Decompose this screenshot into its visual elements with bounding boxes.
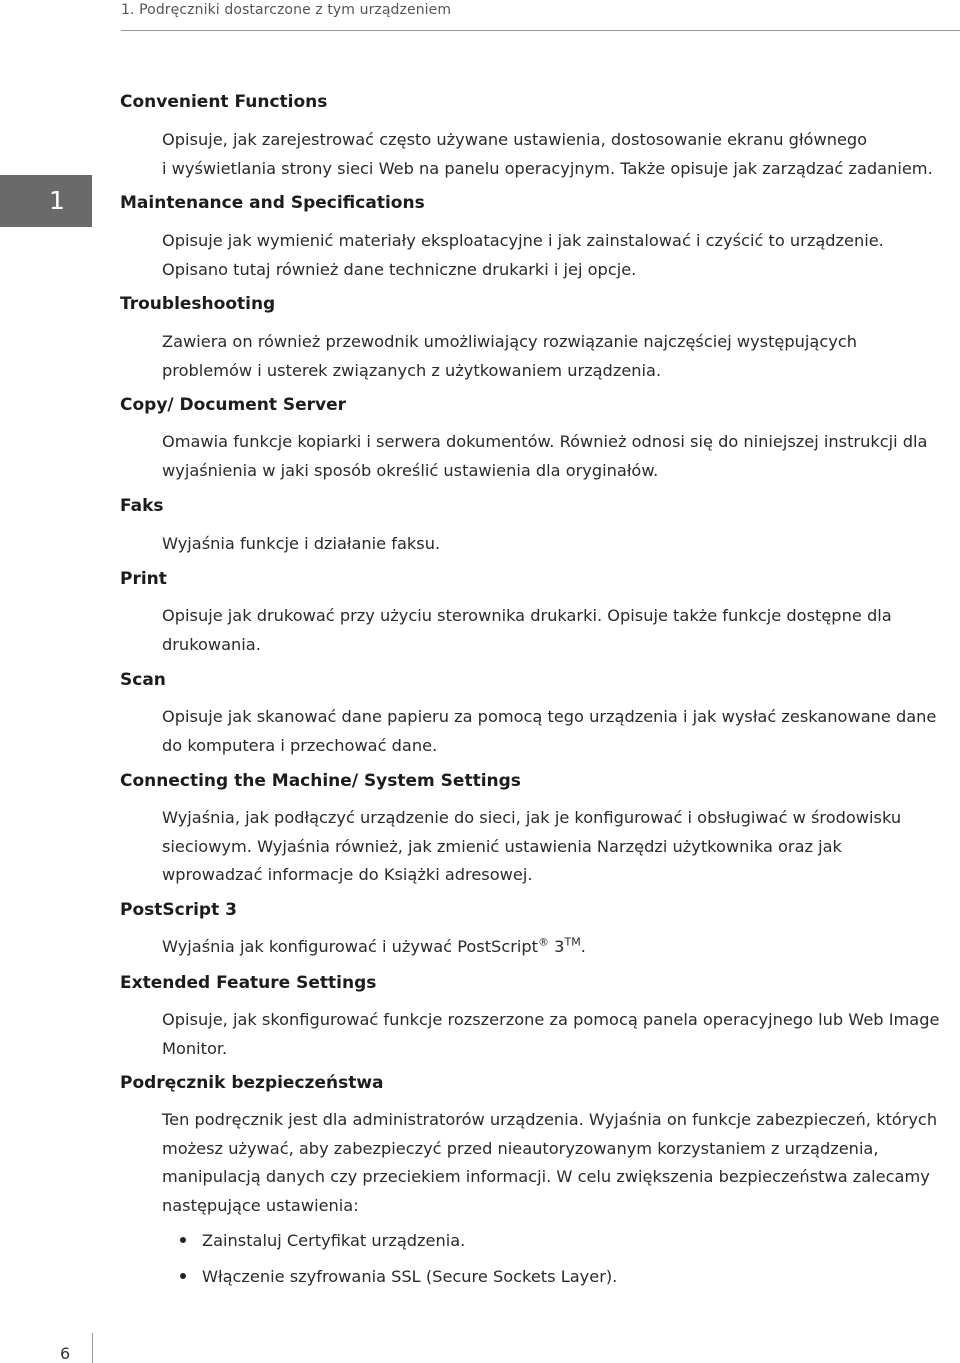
- section-heading-extended-feature: Extended Feature Settings: [120, 973, 377, 993]
- postscript-suffix: .: [580, 937, 586, 956]
- desc-line: Zawiera on również przewodnik umożliwiający rozwiązanie najczęściej występujących: [162, 332, 857, 351]
- bullet-item: [180, 1230, 465, 1252]
- desc-line: Opisano tutaj również dane techniczne drukarki i jej opcje.: [162, 259, 637, 279]
- desc-line: Opisuje jak skanować dane papieru za pomocą tego urządzenia i jak wysłać zeskanowane dane: [162, 707, 937, 726]
- desc-line: problemów i usterek związanych z użytkowaniem urządzenia.: [162, 360, 662, 380]
- section-heading-faks: Faks: [120, 496, 164, 516]
- trademark-mark: TM: [564, 935, 581, 949]
- desc-line: Opisuje, jak skonfigurować funkcje rozszerzone za pomocą panela operacyjnego lub Web Image: [162, 1010, 940, 1029]
- desc-line: manipulacją danych czy przeciekiem informacji. W celu zwiększenia bezpieczeństwa zalecamy: [162, 1167, 930, 1186]
- section-desc-copy-document-server: [162, 428, 960, 485]
- section-heading-copy-document-server: Copy/ Document Server: [120, 395, 347, 415]
- chapter-number: 1: [49, 186, 65, 215]
- section-heading-connecting-machine: Connecting the Machine/ System Settings: [120, 771, 521, 791]
- desc-line: Ten podręcznik jest dla administratorów urządzenia. Wyjaśnia on funkcje zabezpieczeń, których: [162, 1110, 938, 1129]
- desc-line: następujące ustawienia:: [162, 1195, 359, 1215]
- section-desc-security-guide: [162, 1106, 960, 1220]
- bullet-text: Włączenie szyfrowania SSL (Secure Sockets Layer).: [202, 1267, 618, 1286]
- section-heading-security-guide: Podręcznik bezpieczeństwa: [120, 1073, 384, 1093]
- postscript-version: 3: [549, 937, 565, 956]
- desc-line: Opisuje jak drukować przy użyciu sterownika drukarki. Opisuje także funkcje dostępne dla: [162, 606, 892, 625]
- section-desc-extended-feature: [162, 1006, 960, 1063]
- bullet-text: Zainstaluj Certyfikat urządzenia.: [202, 1231, 466, 1250]
- section-desc-maintenance: [162, 227, 960, 284]
- section-desc-postscript: [162, 933, 960, 962]
- desc-line: do komputera i przechować dane.: [162, 735, 438, 755]
- desc-line: Opisuje, jak zarejestrować często używane ustawienia, dostosowanie ekranu głównego: [162, 130, 868, 149]
- section-heading-troubleshooting: Troubleshooting: [120, 294, 276, 314]
- bullet-item: [180, 1266, 617, 1288]
- section-desc-convenient-functions: [162, 126, 960, 183]
- section-desc-scan: [162, 703, 960, 760]
- section-desc-faks: [162, 530, 960, 559]
- desc-line: wyjaśnienia w jaki sposób określić ustawienia dla oryginałów.: [162, 460, 659, 480]
- bullet-icon: [180, 1237, 186, 1243]
- desc-line: Wyjaśnia, jak podłączyć urządzenie do sieci, jak je konfigurować i obsługiwać w środowisku: [162, 808, 902, 827]
- section-heading-scan: Scan: [120, 670, 166, 690]
- desc-line: drukowania.: [162, 634, 261, 654]
- footer-rule: [92, 1333, 93, 1363]
- section-desc-troubleshooting: [162, 328, 960, 385]
- desc-line: Opisuje jak wymienić materiały eksploatacyjne i jak zainstalować i czyścić to urządzenie.: [162, 231, 884, 250]
- section-heading-postscript: PostScript 3: [120, 900, 237, 920]
- section-heading-maintenance: Maintenance and Specifications: [120, 193, 425, 213]
- desc-line: [162, 933, 960, 962]
- postscript-text: Wyjaśnia jak konfigurować i używać PostScript: [162, 937, 539, 956]
- desc-line: wprowadzać informacje do Książki adresowej.: [162, 865, 533, 884]
- desc-line: Monitor.: [162, 1038, 228, 1058]
- page-number: 6: [60, 1344, 71, 1363]
- section-heading-print: Print: [120, 569, 167, 589]
- section-desc-print: [162, 602, 960, 659]
- section-desc-connecting-machine: [162, 804, 960, 890]
- section-heading-convenient-functions: Convenient Functions: [120, 92, 328, 112]
- bullet-icon: [180, 1273, 186, 1279]
- desc-line: sieciowym. Wyjaśnia również, jak zmienić ustawienia Narzędzi użytkownika oraz jak: [162, 836, 842, 856]
- registered-mark: ®: [538, 935, 550, 949]
- running-header: 1. Podręczniki dostarczone z tym urządzeniem: [121, 2, 452, 18]
- desc-line: Omawia funkcje kopiarki i serwera dokumentów. Również odnosi się do niniejszej instrukcji dla: [162, 432, 928, 451]
- desc-line: możesz używać, aby zabezpieczyć przed nieautoryzowanym korzystaniem z urządzenia,: [162, 1138, 879, 1158]
- desc-line: Wyjaśnia funkcje i działanie faksu.: [162, 534, 441, 553]
- desc-line: i wyświetlania strony sieci Web na panelu operacyjnym. Także opisuje jak zarządzać zadaniem.: [162, 158, 933, 178]
